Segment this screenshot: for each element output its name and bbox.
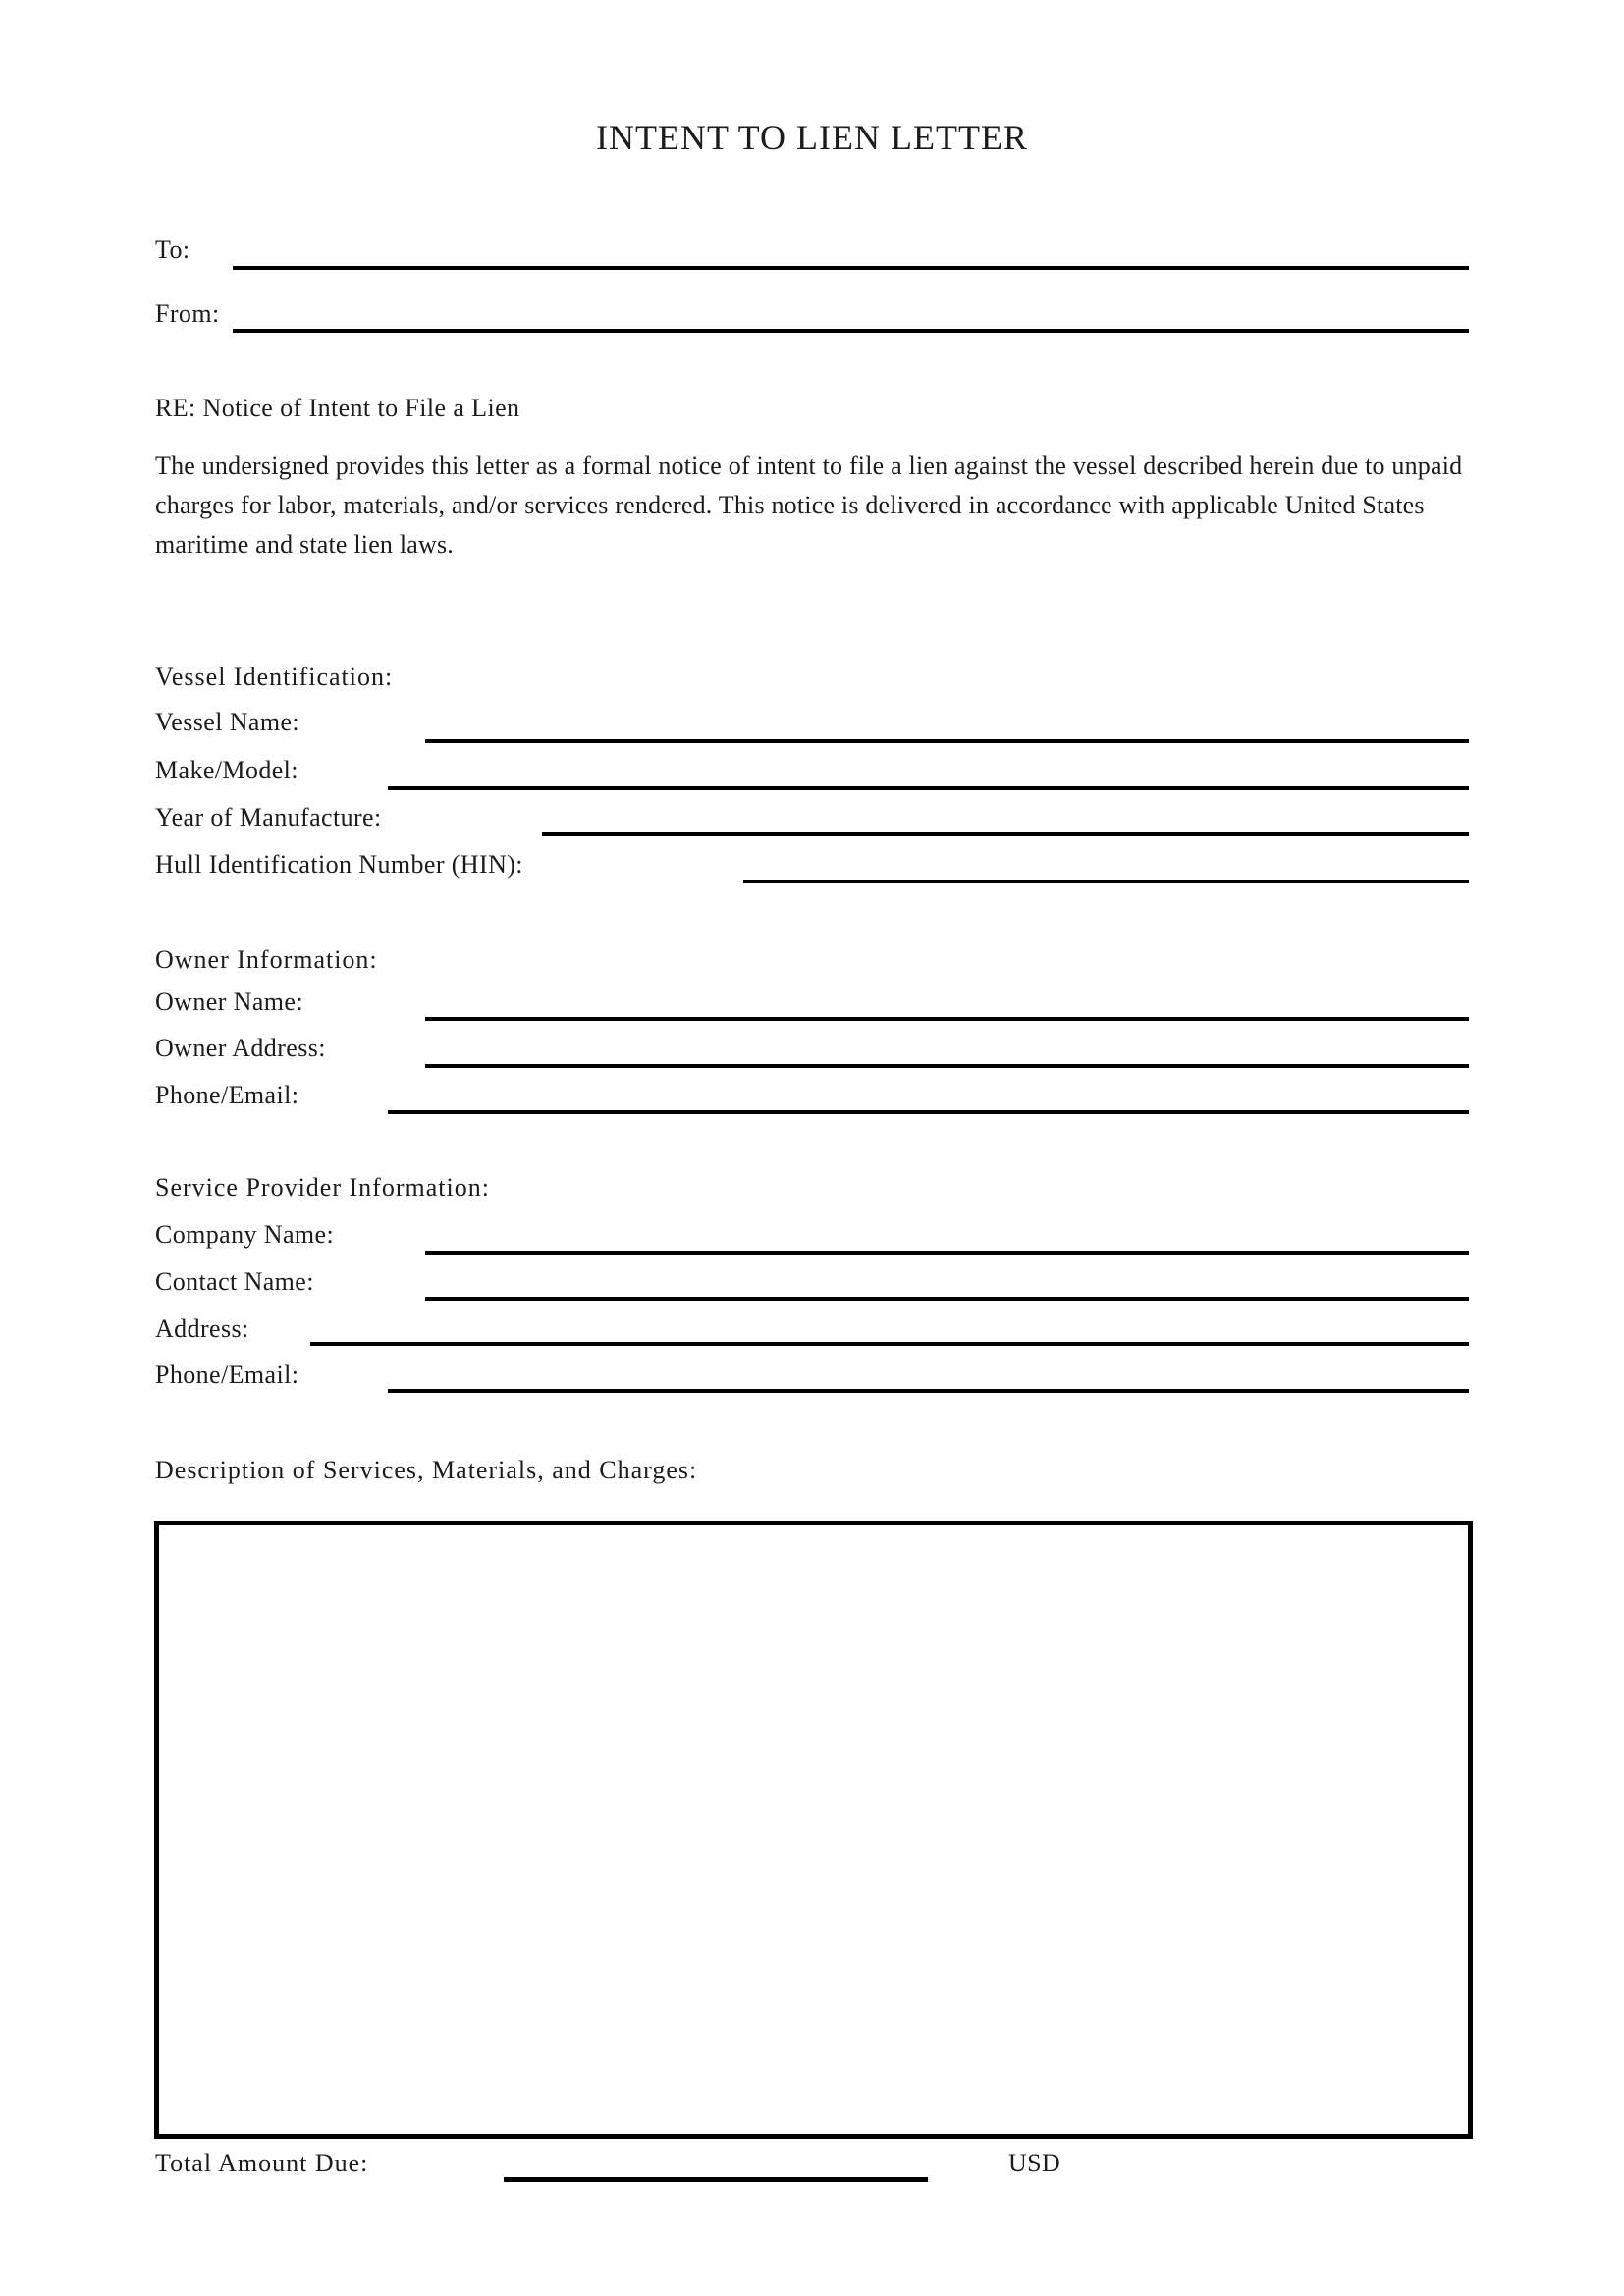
owner-name-label: Owner Name: (155, 988, 303, 1016)
owner-phone-email-label: Phone/Email: (155, 1081, 299, 1109)
vessel-name-label: Vessel Name: (155, 708, 300, 736)
owner-address-label: Owner Address: (155, 1034, 326, 1062)
from-input-line[interactable] (233, 299, 1469, 333)
owner-address-input-line[interactable] (425, 1035, 1469, 1068)
contact-name-label: Contact Name: (155, 1267, 314, 1296)
total-amount-input-line[interactable] (504, 2148, 928, 2182)
to-label: To: (155, 236, 190, 264)
description-box[interactable] (154, 1521, 1473, 2139)
hin-label: Hull Identification Number (HIN): (155, 850, 523, 879)
make-model-label: Make/Model: (155, 756, 298, 784)
from-label: From: (155, 299, 220, 328)
document-title: INTENT TO LIEN LETTER (596, 118, 1028, 157)
description-heading: Description of Services, Materials, and Charges: (155, 1456, 698, 1484)
provider-phone-email-label: Phone/Email: (155, 1361, 299, 1389)
owner-phone-email-input-line[interactable] (388, 1081, 1469, 1114)
vessel-name-input-line[interactable] (425, 710, 1469, 743)
subject-line: RE: Notice of Intent to File a Lien (155, 394, 520, 422)
contact-name-input-line[interactable] (425, 1267, 1469, 1301)
company-name-input-line[interactable] (425, 1221, 1469, 1255)
provider-address-label: Address: (155, 1314, 249, 1343)
year-of-manufacture-label: Year of Manufacture: (155, 803, 382, 831)
year-of-manufacture-input-line[interactable] (542, 803, 1469, 836)
provider-address-input-line[interactable] (310, 1312, 1469, 1346)
currency-label: USD (1008, 2149, 1061, 2177)
owner-information-heading: Owner Information: (155, 945, 378, 974)
hin-input-line[interactable] (743, 850, 1469, 883)
company-name-label: Company Name: (155, 1220, 335, 1249)
owner-name-input-line[interactable] (425, 988, 1469, 1021)
total-amount-due-label: Total Amount Due: (155, 2149, 369, 2177)
to-input-line[interactable] (233, 237, 1469, 270)
service-provider-heading: Service Provider Information: (155, 1173, 490, 1201)
intro-paragraph: The undersigned provides this letter as a formal notice of intent to file a lien against the vessel described herein due to unpaid charges for labor, materials, and/or services rendered. This notice is delivered in accordance with applicable United States maritime and state lien laws. (155, 452, 1463, 559)
make-model-input-line[interactable] (388, 757, 1469, 790)
vessel-identification-heading: Vessel Identification: (155, 663, 394, 691)
provider-phone-email-input-line[interactable] (388, 1360, 1469, 1393)
